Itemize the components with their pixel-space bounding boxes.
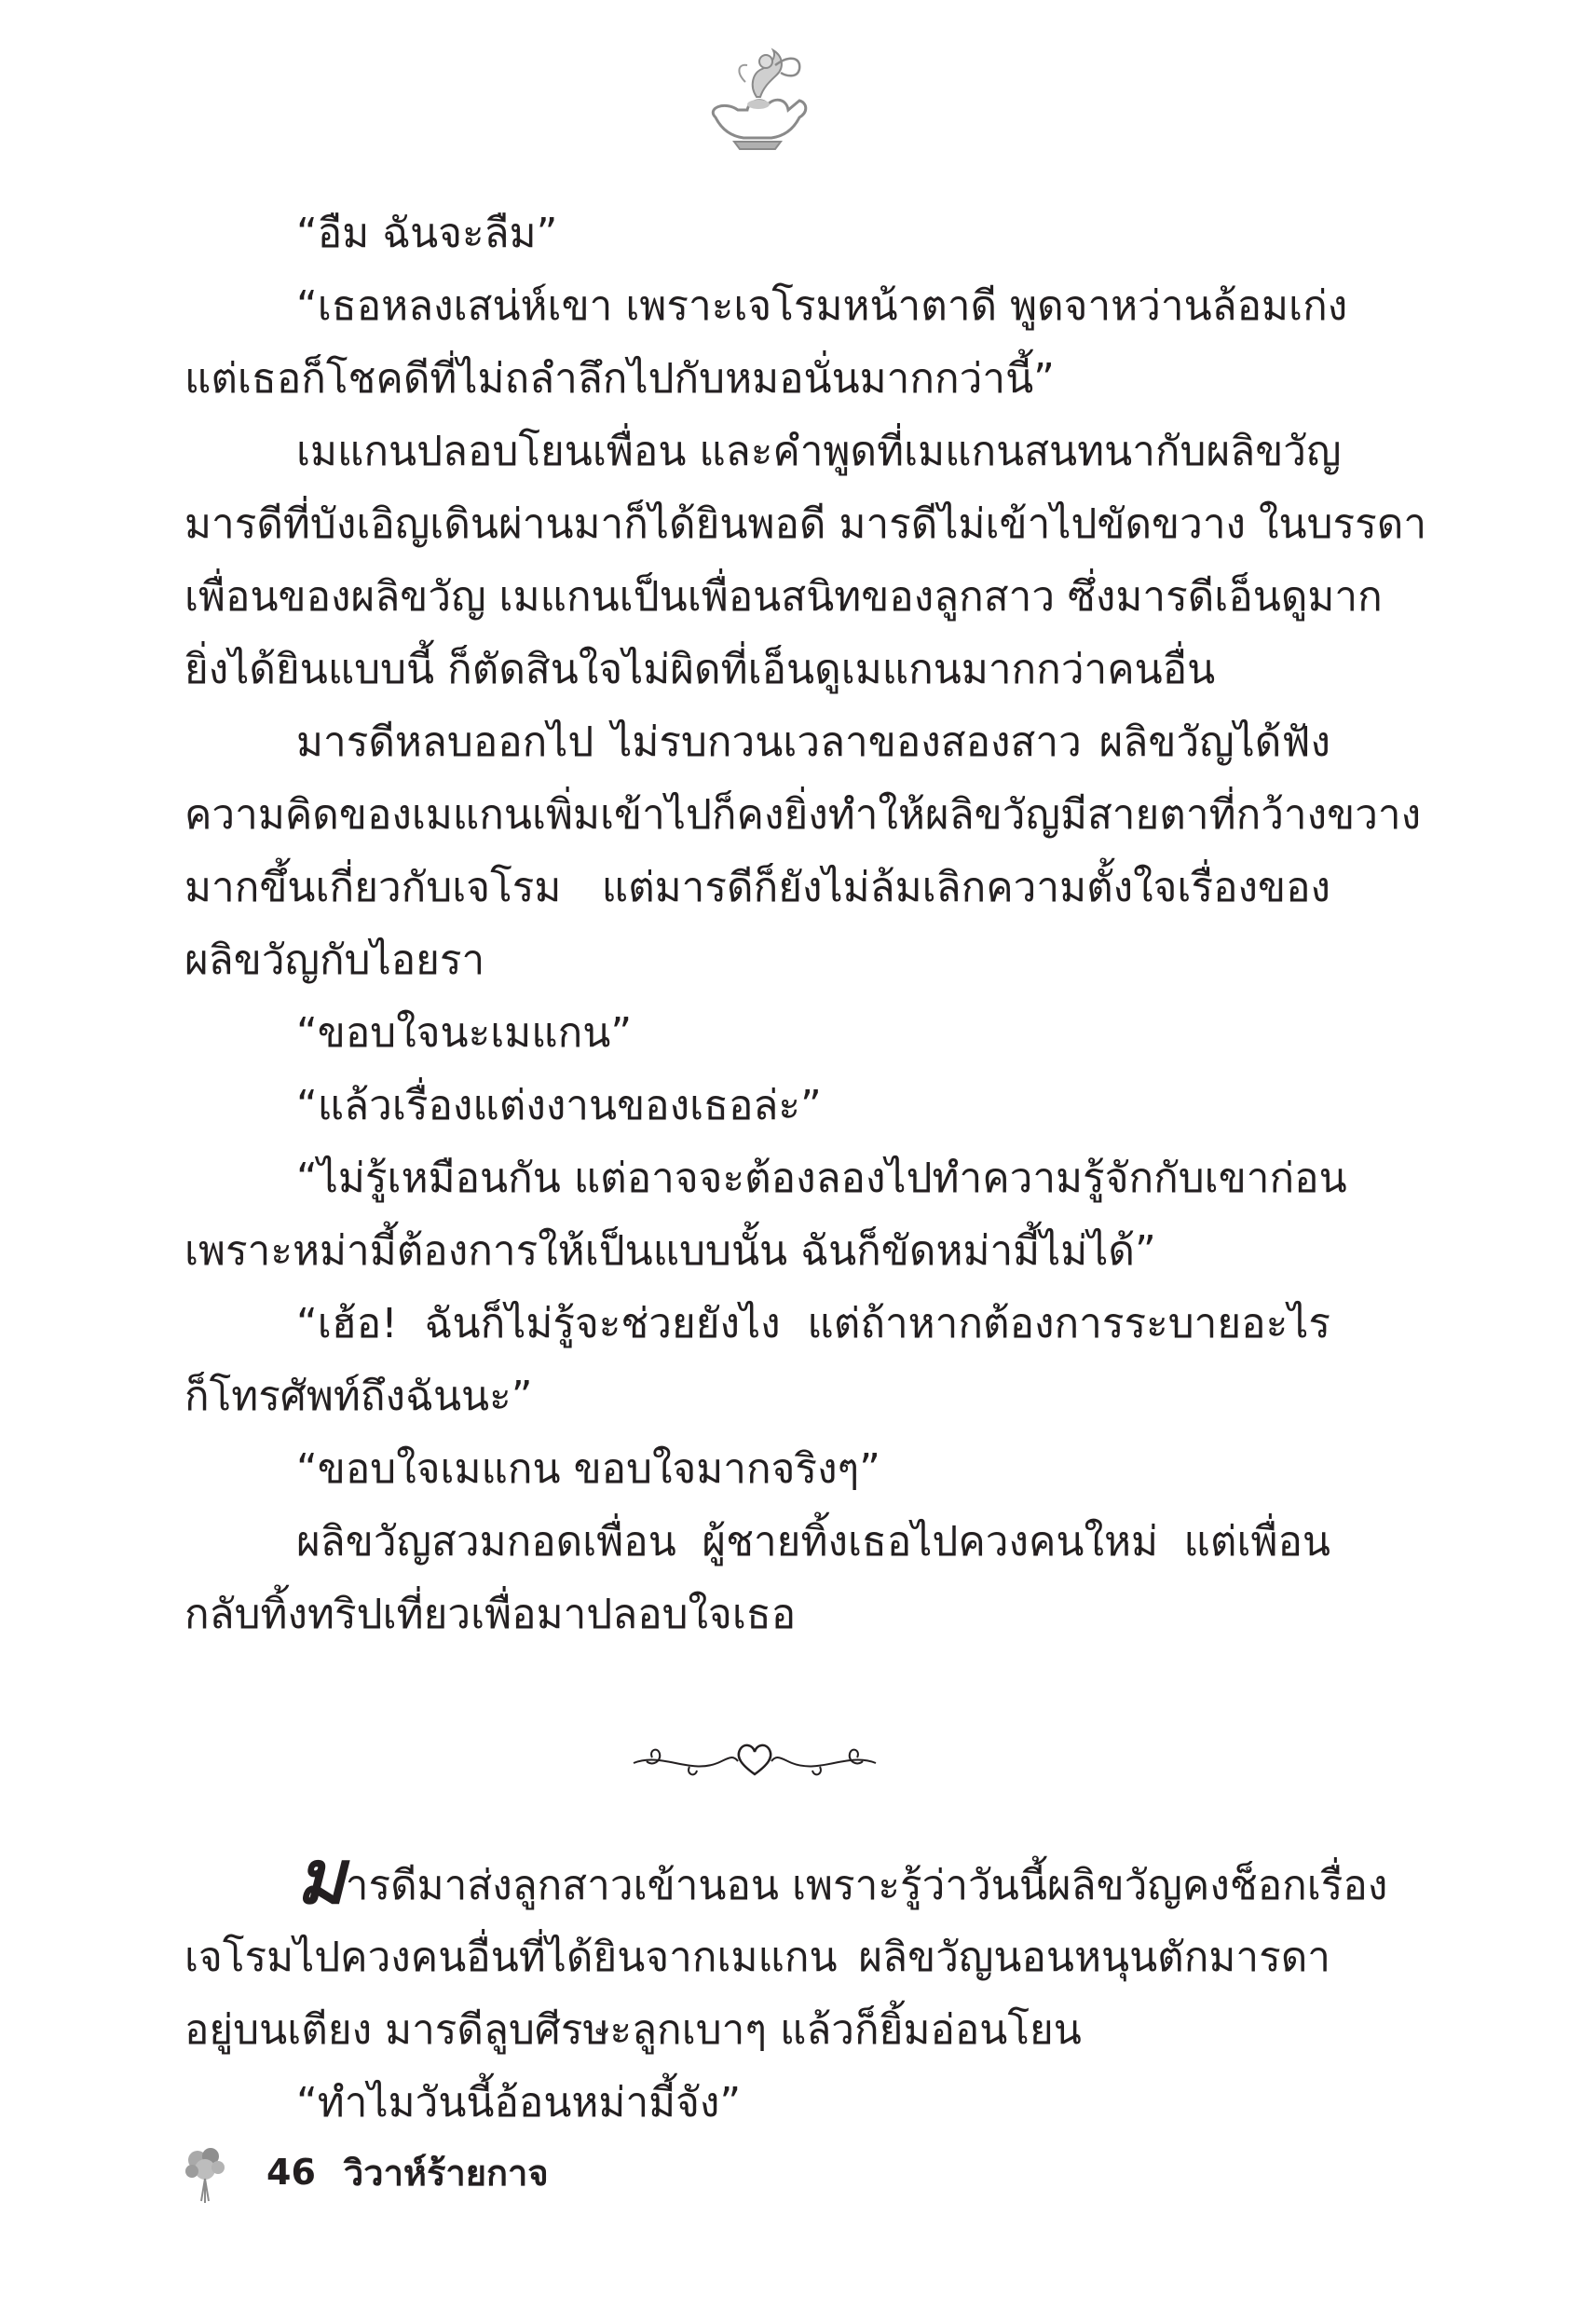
text-line: ผลิขวัญสวมกอดเพื่อน ผู้ชายทิ้งเธอไปควงคนใหม่ แต่เพื่อน bbox=[296, 1518, 1330, 1566]
text-line: “ไม่รู้เหมือนกัน แต่อาจจะต้องลองไปทำความรู้จักกับเขาก่อน bbox=[296, 1155, 1347, 1202]
text-line: “เฮ้อ! ฉันก็ไม่รู้จะช่วยยังไง แต่ถ้าหากต้องการระบายอะไร bbox=[296, 1300, 1330, 1347]
text-line: มารดีที่บังเอิญเดินผ่านมาก็ได้ยินพอดี มารดีไม่เข้าไปขัดขวาง ในบรรดา bbox=[184, 500, 1427, 548]
text-line: กลับทิ้งทริปเที่ยวเพื่อมาปลอบใจเธอ bbox=[184, 1591, 797, 1638]
drop-cap: ม bbox=[296, 1833, 346, 1921]
text-line: “ขอบใจเมแกน ขอบใจมากจริงๆ” bbox=[296, 1445, 880, 1493]
text-line: “แล้วเรื่องแต่งงานของเธอล่ะ” bbox=[296, 1082, 822, 1129]
text-line: อยู่บนเตียง มารดีลูบศีรษะลูกเบาๆ แล้วก็ยิ้มอ่อนโยน bbox=[184, 2006, 1082, 2054]
genie-lamp-icon bbox=[697, 45, 818, 157]
text-line: เมแกนปลอบโยนเพื่อน และคำพูดที่เมแกนสนทนากับผลิขวัญ bbox=[296, 428, 1342, 475]
text-line: “เธอหลงเสน่ห์เขา เพราะเจโรมหน้าตาดี พูดจาหว่านล้อมเก่ง bbox=[296, 282, 1348, 330]
text-line: ผลิขวัญกับไอยรา bbox=[184, 937, 485, 984]
first-line-text: ารดีมาส่งลูกสาวเข้านอน เพราะรู้ว่าวันนี้ผลิขวัญคงช็อกเรื่อง bbox=[345, 1862, 1388, 1909]
text-line: “อืม ฉันจะลืม” bbox=[296, 210, 558, 257]
flower-bouquet-icon bbox=[177, 2140, 233, 2205]
section-two-text bbox=[184, 1833, 1388, 2140]
text-line: มากขึ้นเกี่ยวกับเจโรม แต่มารดีก็ยังไม่ล้มเลิกความตั้งใจเรื่องของ bbox=[184, 864, 1330, 911]
book-title: วิวาห์ร้ายกาจ bbox=[343, 2152, 549, 2194]
text-line: เพื่อนของผลิขวัญ เมแกนเป็นเพื่อนสนิทของลูกสาว ซึ่งมารดีเอ็นดูมาก bbox=[184, 573, 1383, 621]
text-line: แต่เธอก็โชคดีที่ไม่ถลำลึกไปกับหมอนั่นมากกว่านี้” bbox=[184, 355, 1055, 403]
text-line: “ทำไมวันนี้อ้อนหม่ามี้จัง” bbox=[296, 2079, 742, 2126]
text-line: มารดีหลบออกไป ไม่รบกวนเวลาของสองสาว ผลิขวัญได้ฟัง bbox=[296, 718, 1330, 766]
text-line: ความคิดของเมแกนเพิ่มเข้าไปก็คงยิ่งทำให้ผลิขวัญมีสายตาที่กว้างขวาง bbox=[184, 791, 1422, 839]
page-footer bbox=[177, 2140, 549, 2205]
text-line: ก็โทรศัพท์ถึงฉันนะ” bbox=[184, 1373, 533, 1420]
text-line: “ขอบใจนะเมแกน” bbox=[296, 1009, 633, 1057]
first-paragraph-line bbox=[184, 1833, 1388, 1921]
text-line: เจโรมไปควงคนอื่นที่ได้ยินจากเมแกน ผลิขวัญนอนหนุนตักมารดา bbox=[184, 1934, 1330, 1981]
body-text bbox=[184, 198, 1427, 1651]
heart-flourish-icon bbox=[624, 1733, 885, 1789]
page-number: 46 bbox=[266, 2152, 316, 2193]
text-line: เพราะหม่ามี้ต้องการให้เป็นแบบนั้น ฉันก็ขัดหม่ามี้ไม่ได้” bbox=[184, 1227, 1156, 1275]
text-line: ยิ่งได้ยินแบบนี้ ก็ตัดสินใจไม่ผิดที่เอ็นดูเมแกนมากกว่าคนอื่น bbox=[184, 646, 1216, 693]
